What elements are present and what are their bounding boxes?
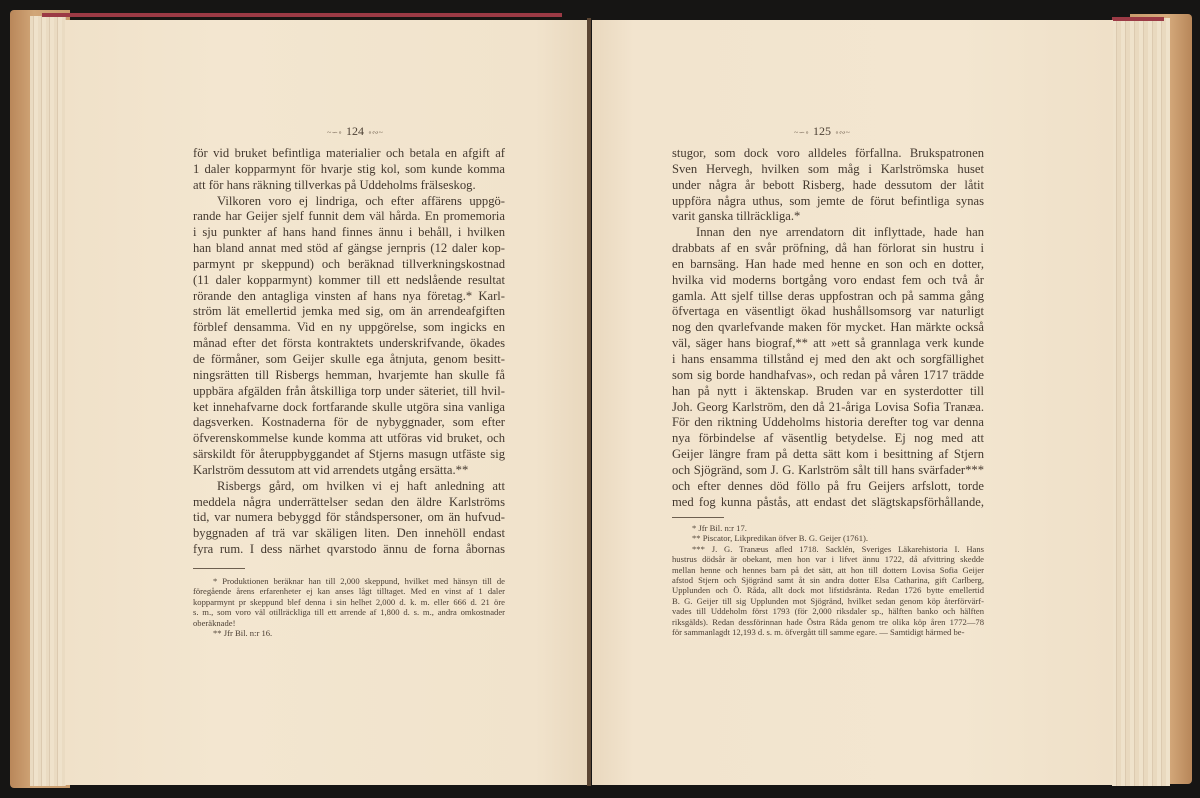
text-line: dagsverken. Kostnaderna för de nybyggnader, som efter bbox=[193, 415, 505, 430]
ornament-icon: ∘∾~ bbox=[835, 128, 850, 137]
footnote-line: * Jfr Bil. n:r 17. bbox=[692, 523, 747, 533]
footnote-line: B. G. Geijer till sig Upplunden mot Sjögränd, hvilket sedan genom köp återförvärf- bbox=[672, 595, 984, 606]
footnote-line: * Produktionen beräknar han till 2,000 skeppund, hvilket med hänsyn till de bbox=[213, 576, 505, 586]
text-line: parmynt pr skeppund) och beräknad tillverkningskostnad bbox=[193, 256, 505, 271]
right-page bbox=[592, 20, 1113, 785]
footnote-line: *** J. G. Tranæus afled 1718. Sacklén, Sveriges Läkarehistoria I. Hans bbox=[692, 543, 984, 554]
footnote-rule bbox=[193, 568, 245, 569]
red-edge-top-left bbox=[42, 13, 562, 17]
page-number: 124 bbox=[346, 124, 364, 138]
footnote-line: kopparmynt pr skeppund blef denna i sin helhet 2,000 d. k. m. eller 666 d. 21 öre bbox=[193, 596, 505, 607]
text-line: hvilka vid moderns bortgång voro endast fem och två år bbox=[672, 272, 984, 287]
text-line: ningsrätten till Risbergs hemman, hvarjemte han skulle få bbox=[193, 367, 505, 382]
text-line: Innan den nye arrendatorn dit inflyttade, hade han bbox=[696, 225, 984, 240]
text-line: särskildt för återuppbyggandet af Stjerns masugn utfäste sig bbox=[193, 447, 505, 462]
text-line: Vilkoren voro ej lindriga, och efter affärens uppgö- bbox=[217, 193, 505, 208]
ornament-icon: ∘∾~ bbox=[368, 128, 383, 137]
text-line: stugor, som dock voro alldeles förfallna. Brukspatronen bbox=[672, 146, 984, 160]
text-line: fyra rum. I dess närhet qvarstodo ännu de forna åbornas bbox=[193, 542, 505, 557]
text-line: i sju punkter af hans hand finnes ännu i behåll, i hvilken bbox=[193, 225, 505, 240]
text-line: nog den qvarlefvande maken för mycket. Han märkte också bbox=[672, 320, 984, 335]
footnotes bbox=[193, 576, 505, 638]
text-line: byggnaden af trä var skäligen liten. Den innehöll endast bbox=[193, 526, 505, 541]
text-line: Risbergs gård, om hvilken vi ej haft anledning att bbox=[217, 478, 505, 493]
text-line: och efter dennes död föllo på fru Geijers arfslott, torde bbox=[672, 478, 984, 493]
footnote-line: s. m., som voro väl otillräckliga till ett arrende af 1,800 d. s. m., andra omkostnader bbox=[193, 607, 505, 618]
footnote-line: vades till Uddeholm först 1793 (för 2,000 riksdaler sp., hälften banko och hälften bbox=[672, 606, 984, 617]
text-line: under några år bebott Risberg, hade dessutom der låtit bbox=[672, 177, 984, 192]
text-line: han på nytt i äktenskap. Bruden var en systerdotter till bbox=[672, 383, 984, 398]
footnote-line: ** Jfr Bil. n:r 16. bbox=[213, 627, 273, 638]
text-line: varit ganska tillräckliga.* bbox=[672, 209, 801, 224]
footnotes bbox=[672, 523, 984, 637]
footnote-line: oberäknade! bbox=[193, 617, 236, 628]
red-edge-top-right bbox=[1112, 17, 1164, 21]
text-line: ket innehafvarne dock fortfarande skulle utgöra sina vanliga bbox=[193, 399, 505, 414]
text-line: rande har Geijer sjelf funnit dem väl hårda. En promemoria bbox=[193, 209, 505, 224]
text-line: i hans ensamma tillstånd ej med den akt och sorgfällighet bbox=[672, 351, 984, 366]
body-text bbox=[672, 146, 984, 510]
footnote-line: hustrus dödsår är obekant, men hon var i lifvet ännu 1722, då afvittring skedde bbox=[672, 554, 984, 565]
text-line: ström lät emellertid jemka med sig, om än arrendeafgiften bbox=[193, 304, 505, 319]
page-number: 125 bbox=[813, 124, 831, 138]
text-line: förblef densamma. Vid en ny uppgörelse, som ingicks en bbox=[193, 320, 505, 335]
text-line: han bland annat med stöd af gängse jernpris (12 daler kop- bbox=[193, 241, 505, 256]
text-line: nya förbindelse af väsentlig betydelse. Ej nog med att bbox=[672, 431, 984, 446]
text-line: som sig borde handhafvas», och redan på våren 1717 trädde bbox=[672, 367, 984, 382]
text-line: Karlström dessutom att vid arrendets utgång ersätta.** bbox=[193, 462, 469, 477]
text-line: 1 daler kopparmynt för hvarje stig kol, som kunde komma bbox=[193, 161, 505, 176]
ornament-icon: ~∽∘ bbox=[794, 128, 809, 137]
footnote-line: riksgälds). Redan dessförinnan hade Östra Råda genom tre olika köp åren 1772—78 bbox=[672, 616, 984, 627]
text-line: en barnsäng. Han hade med henne en son och en dotter, bbox=[672, 256, 984, 271]
page-edges-right bbox=[1112, 18, 1170, 786]
text-line: öfvertaga en väsentligt ökad hushållsomsorg var naturligt bbox=[672, 304, 984, 319]
text-line: Joh. Georg Karlström, den då 21-åriga Lovisa Sofia Tranæa. bbox=[672, 399, 984, 414]
body-text bbox=[193, 146, 505, 558]
text-line: Sven Hervegh, hvilken som måg i Karlströmska huset bbox=[672, 161, 984, 176]
footnote-line: Upplunden och Ö. Råda, allt dock mot lifstidsränta. Redan 1726 bytte emellertid bbox=[672, 585, 984, 596]
footnote-line: för sammanlagdt 12,193 d. s. m. öfvergått till samme egare. — Samtidigt härmed be- bbox=[672, 626, 965, 637]
text-line: och Sjögränd, som J. G. Karlström sålt till hans svärfader*** bbox=[672, 462, 984, 477]
text-line: uppbära afgälden från åtskilliga torp under säteriet, till hvil- bbox=[193, 383, 505, 398]
text-line: öfverenskommelse kunde komma att utföras vid bruket, och bbox=[193, 431, 505, 446]
text-line: gamla. Att sjelf tillse deras uppfostran och på samma gång bbox=[672, 288, 984, 303]
text-line: väl, säger hans biograf,** att »ett så grannlaga verk kunde bbox=[672, 336, 984, 351]
page-header bbox=[295, 123, 415, 139]
footnote-line: mellan henne och hennes barn på det sätt, att hon till dottern Lovisa Sofia Geijer bbox=[672, 564, 984, 575]
left-page bbox=[65, 20, 588, 785]
book-gutter bbox=[587, 18, 591, 786]
text-line: för vid bruket befintliga materialier och betala en afgift af bbox=[193, 146, 505, 160]
ornament-icon: ~∽∘ bbox=[327, 128, 342, 137]
text-line: Geijer längre fram på detta sätt kom i besittning af Stjern bbox=[672, 447, 984, 462]
text-line: de förmåner, som Geijer skulle ega åtnjuta, genom besitt- bbox=[193, 351, 505, 366]
text-line: att för hans räkning tillverkas på Uddeholms frälseskog. bbox=[193, 177, 476, 192]
text-line: (11 daler kopparmynt) kommer till ett nedslående resultat bbox=[193, 272, 505, 287]
footnote-line: föregående årens erfarenheter ej kan anses lågt tilltaget. Med en vinst af 1 daler bbox=[193, 586, 505, 597]
text-line: uppföra några uthus, som jemte de förut befintliga synas bbox=[672, 193, 984, 208]
text-line: månad efter det första kontraktets underskrifvande, ökades bbox=[193, 336, 505, 351]
page-edges-left bbox=[30, 16, 66, 786]
text-line: För den riktning Uddeholms historia derefter tog var denna bbox=[672, 415, 984, 430]
footnote-rule bbox=[672, 517, 724, 518]
text-line: tid, var numera bebyggd för ståndspersoner, om än hufvud- bbox=[193, 510, 505, 525]
text-line: drabbats af en svår pröfning, då han förlorat sin hustru i bbox=[672, 241, 984, 256]
text-line: med fog kunna påstås, att endast det slägtskapsförhållande, bbox=[672, 494, 984, 509]
text-line: meddela några underrättelser sedan den äldre Karlströms bbox=[193, 494, 505, 509]
page-header bbox=[762, 123, 882, 139]
footnote-line: afstod Stjern och Sjögränd samt åt sin andra dotter Elsa Catharina, gift Carlberg, bbox=[672, 574, 984, 585]
footnote-line: ** Piscator, Likpredikan öfver B. G. Geijer (1761). bbox=[692, 533, 869, 544]
text-line: rörande den antagliga vinsten af hans nya företag.* Karl- bbox=[193, 288, 505, 303]
